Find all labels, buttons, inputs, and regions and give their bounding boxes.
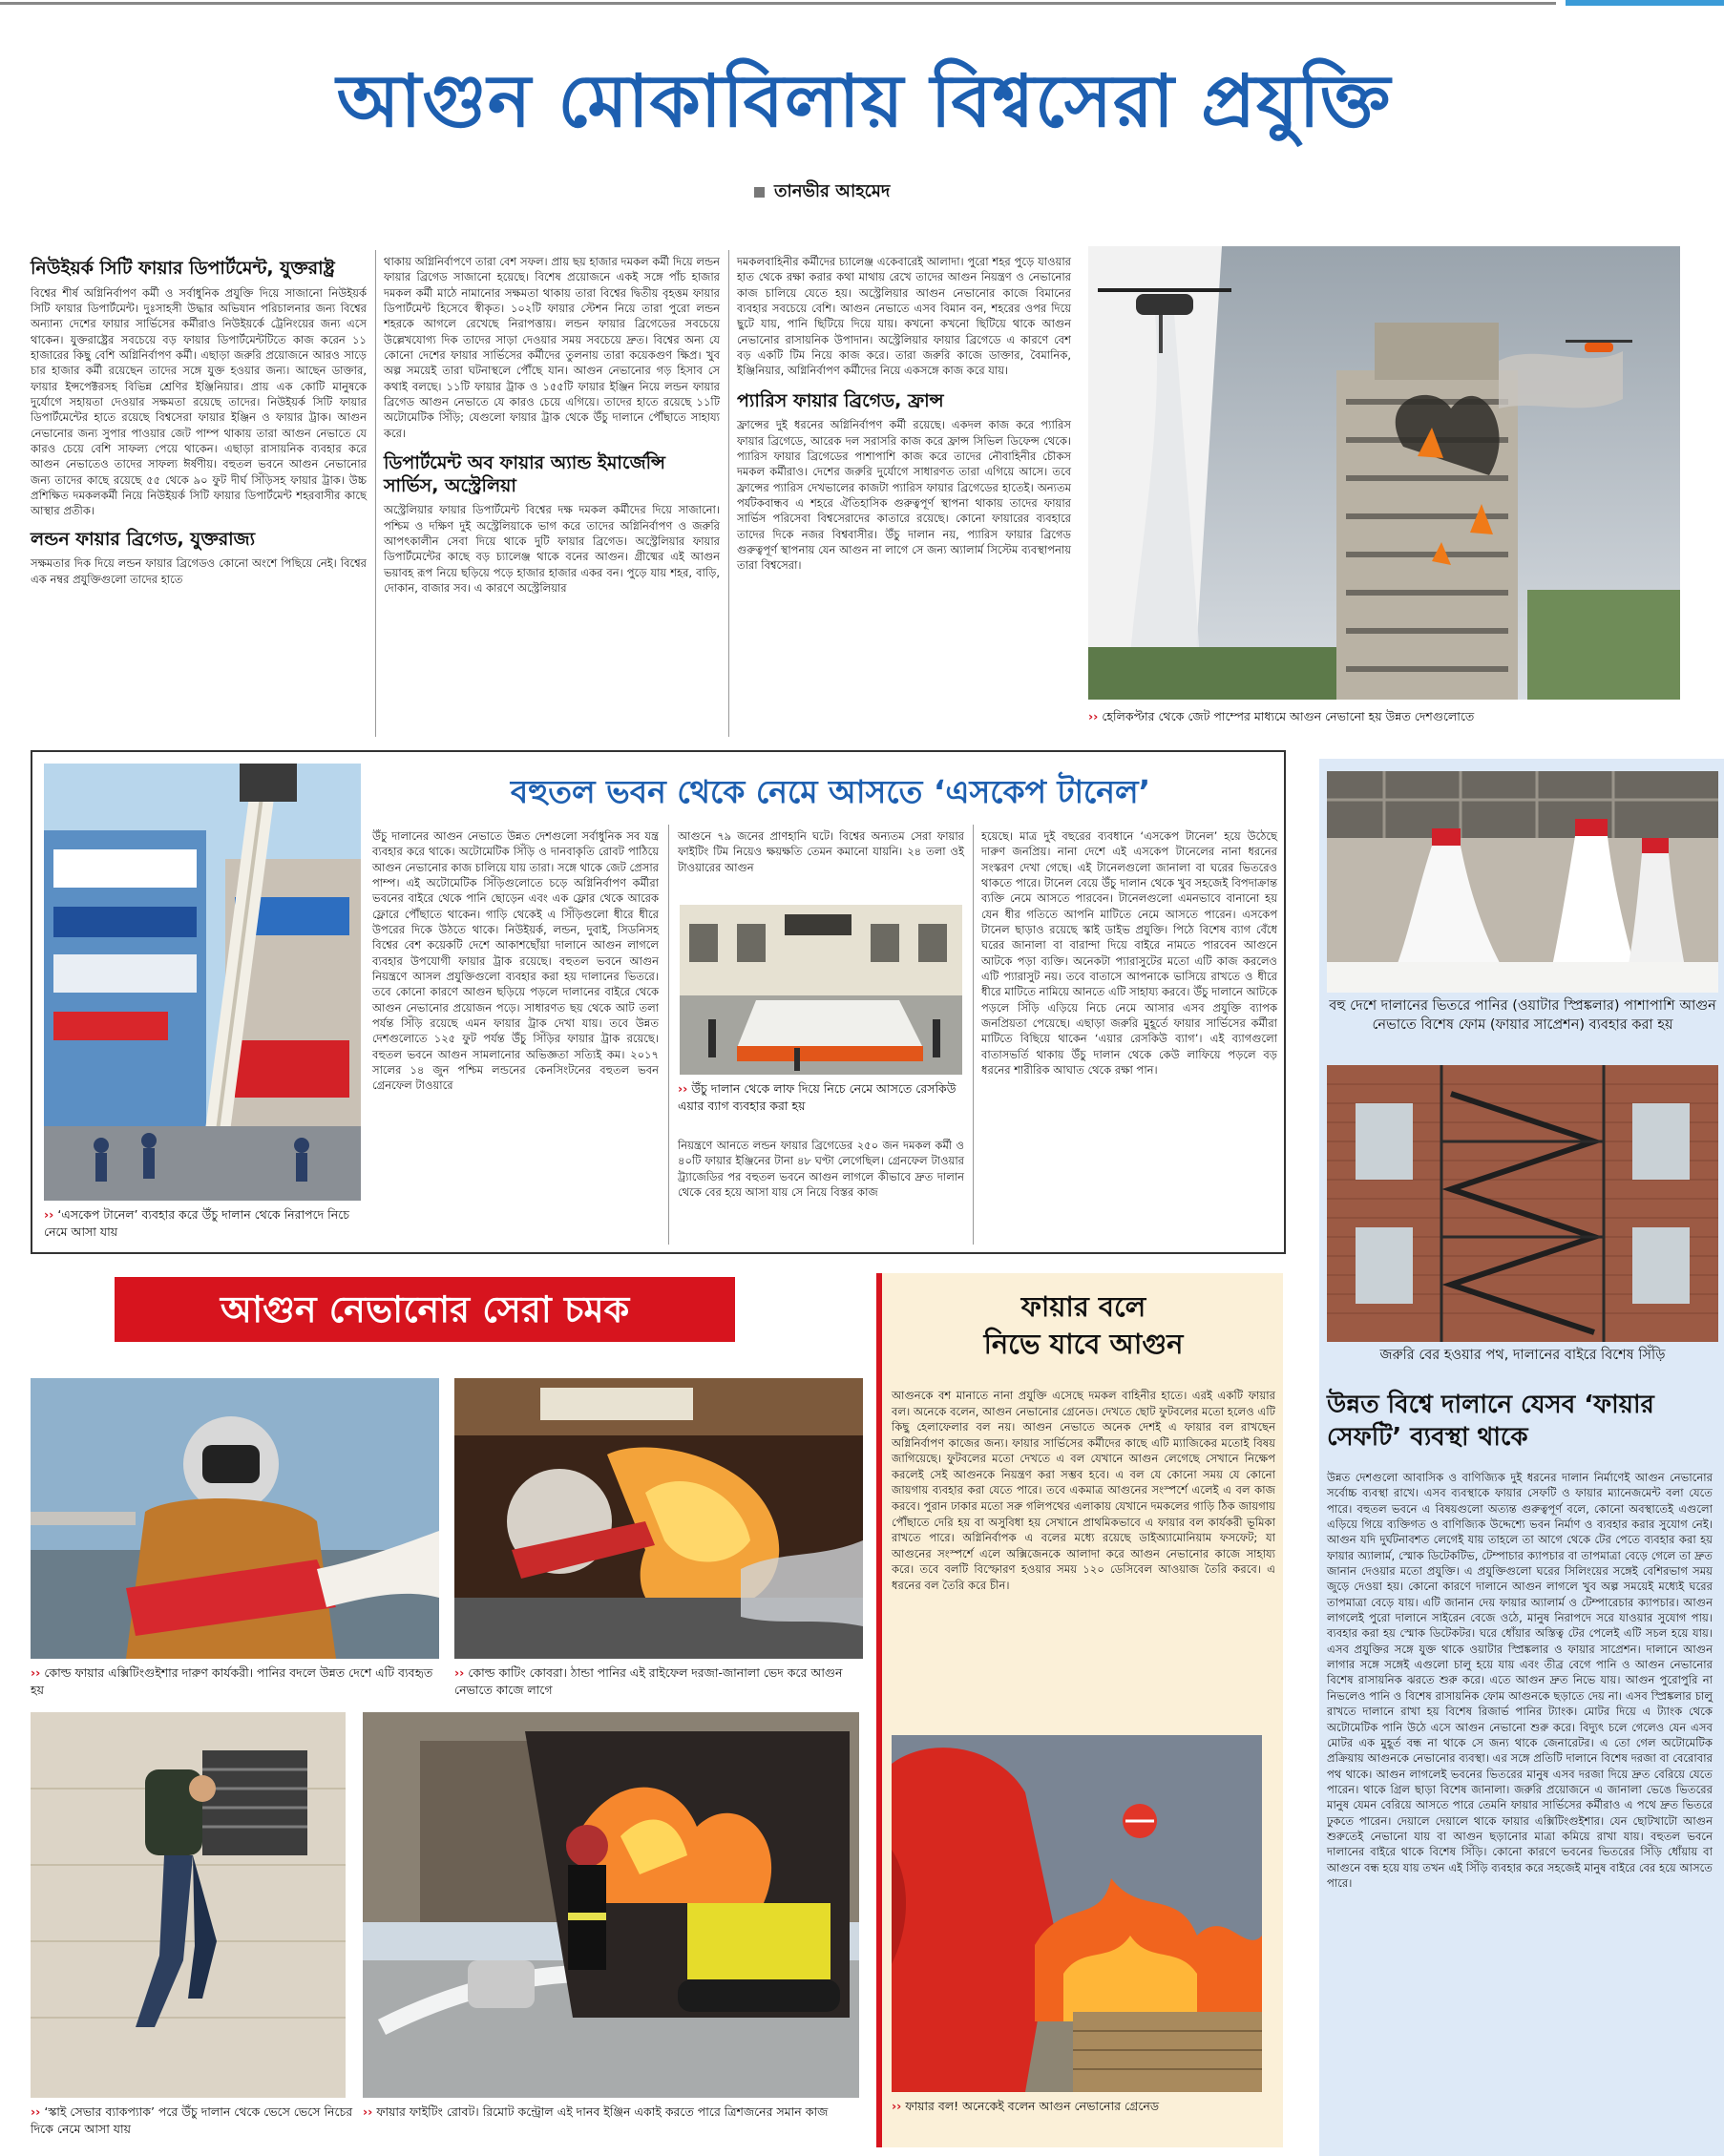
main-headline: আগুন মোকাবিলায় বিশ্বসেরা প্রযুক্তি — [336, 58, 1392, 143]
cold-fire-extinguisher-photo — [31, 1378, 439, 1659]
caption-arrow-icon: ›› — [892, 2099, 902, 2113]
fire-safety-title: উন্নত বিশ্বে দালানে যেসব ‘ফায়ার সেফটি’ ব্যবস্থা থাকে — [1327, 1391, 1654, 1452]
caption-fire-ball: ›› ফায়ার বল! অনেকেই বলেন আগুন নেভানোর গ্রেনেড — [892, 2099, 1160, 2113]
outside-stairs-photo — [1327, 1065, 1718, 1342]
caption-outside-stairs: জরুরি বের হওয়ার পথ, দালানের বাইরে বিশেষ সিঁড়ি — [1379, 1348, 1666, 1363]
fire-ball-title-line1: ফায়ার বলে — [1020, 1290, 1146, 1323]
top-rule — [0, 2, 1556, 5]
sprinkler-foam-photo — [1327, 771, 1718, 993]
fire-ball-title-line2: নিভে যাবে আগুন — [983, 1328, 1184, 1361]
fire-ball-photo — [892, 1735, 1262, 2092]
escape-tunnel-photo — [44, 764, 361, 1201]
caption-arrow-icon: ›› — [678, 1081, 688, 1096]
article-col-newyork — [31, 254, 367, 587]
caption-cold-fire: ›› কোল্ড ফায়ার এক্সিটিংগুইশার দারুণ কার্যকরী। পানির বদলে উন্নত দেশে এটি ব্যবহৃত হয় — [31, 1665, 433, 1697]
caption-sprinkler: বহু দেশে দালানের ভিতরে পানির (ওয়াটার স্প্রিঙ্কলার) পাশাপাশি আগুন নেভাতে বিশেষ ফোম (ফায়ার সাপ্রেশন) ব্যবহার করা হয় — [1329, 998, 1716, 1034]
column-divider — [973, 825, 974, 1245]
para-london-cont: থাকায় অগ্নিনির্বাপণে তারা বেশ সফল। প্রায় ছয় হাজার দমকল কর্মী দিয়ে লন্ডন ফায়ার ব্রিগেড সাজানো হয়েছে। বিশেষ প্রয়োজনে একই সঙ্গে পাঁচ হাজার দমকল কর্মী মাঠে নামানোর সক্ষমতা থাকায় তারা বিশ্বের দ্বিতীয় বৃহত্তম ফায়ার ডিপার্টমেন্ট হিসেবে স্বীকৃত। ১০২টি ফায়ার স্টেশন নিয়ে তারা পুরো লন্ডন শহরকে আগলে রেখেছে নিরাপত্তায়। লন্ডন ফায়ার ব্রিগেডের সবচেয়ে উল্লেখযোগ্য দিক তাদের সাড়া দেওয়ার সময় সবচেয়ে দ্রুত। বিশ্বের অন্য যে কোনো দেশের ফায়ার সার্ভিসের কর্মীদের তুলনায় তারা কয়েকগুণ ক্ষিপ্র। খুব অল্প সময়েই তারা ঘটনাস্থলে পৌঁছে যান। আগুন নেভানোর গড় হিসাব সে কথাই বলছে। ১১টি ফায়ার ট্রাক ও ১৫৫টি ফায়ার ইঞ্জিন নিয়ে লন্ডন ফায়ার ব্রিগেড আগুন নেভাতে যে কারও চেয়ে এগিয়ে। তাদের হাতে রয়েছে ১১টি অটোমেটিক সিঁড়ি; যেগুলো ফায়ার ট্রাক থেকে উঁচু দালানে পৌঁছাতে সাহায্য করে। — [384, 255, 720, 440]
para-escape-1: উঁচু দালানের আগুন নেভাতে উন্নত দেশগুলো সর্বাধুনিক সব যন্ত্র ব্যবহার করে থাকে। অটোমেটিক সিঁড়ি ও দানবাকৃতি রোবট পাঠিয়ে আগুন নেভানোর কাজ চালিয়ে যায় তারা। সঙ্গে থাকে জেট প্রেসার পাম্প। এই অটোমেটিক সিঁড়িগুলোতে চড়ে অগ্নিনির্বাপণ কর্মীরা ভবনের বাইরে থেকে পানি ছোড়েন এবং এক ফ্লোর থেকে আরেক ফ্লোরে পৌঁছাতে থাকেন। গাড়ি থেকেই এ সিঁড়িগুলো ধীরে ধীরে উপরের দিকে উঠতে থাকে। নিউইয়র্ক, লন্ডন, দুবাই, সিডনিসহ বিশ্বের বেশ কয়েকটি দেশে আকাশছোঁয়া দালানে আগুন লাগলে ব্যবহার উপযোগী ফায়ার ট্রাক রয়েছে। বহুতল ভবনে আগুন নিয়ন্ত্রণে আসল প্রযুক্তিগুলো ব্যবহার করা হয় দালানের ভিতরে। তবে কোনো কারণে আগুন ছড়িয়ে পড়লে দালানের বাইরে থেকে আগুন নেভানোর প্রয়োজন পড়ে। সাধারণত ছয় থেকে আট তলা পর্যন্ত সিঁড়ি রয়েছে এমন ফায়ার ট্রাক দেখা যায়। তবে উন্নত দেশগুলোতে ১২৫ ফুট পর্যন্ত উঁচু সিঁড়ির ফায়ার ট্রাক রয়েছে। বহুতল ভবনে আগুন সামলানোর অভিজ্ঞতা সত্যিই কম। ২০১৭ সালের ১৪ জুন পশ্চিম লন্ডনের কেনসিংটনের বহুতল ভবন গ্রেনফেল টাওয়ারে — [372, 829, 659, 1093]
caption-arrow-icon: ›› — [363, 2104, 373, 2119]
para-australia-cont: দমকলবাহিনীর কর্মীদের চ্যালেঞ্জ একেবারেই আলাদা। পুরো শহর পুড়ে যাওয়ার হাত থেকে রক্ষা করার কথা মাথায় রেখে তাদের আগুন নিয়ন্ত্রণ ও নেভানোর কাজ চালিয়ে যেতে হয়। অস্ট্রেলিয়ার আগুন নেভানোর কাজে বিমানের ব্যবহার সবচেয়ে বেশি। আগুন নেভাতে এসব বিমান বন, শহরের ওপর দিয়ে ছুটে যায়, পানি ছিটিয়ে দিয়ে যায়। কখনো কখনো ছিটিয়ে থাকে আগুন নেভানোর রাসায়নিক উপাদান। অস্ট্রেলিয়ার ফায়ার ব্রিগেডে এ কারণে বেশ বড় একটি টিম নিয়ে কাজ করে। তারা জরুরি কাজে ডাক্তার, বৈমানিক, ইঞ্জিনিয়ার, অগ্নিনির্বাপণ কর্মীদের নিয়ে একসঙ্গে কাজ করে যায়। — [737, 255, 1071, 378]
caption-escape-tunnel: ›› ‘এসকেপ টানেল’ ব্যবহার করে উঁচু দালান থেকে নিরাপদে নিচে নেমে আসা যায় — [44, 1207, 349, 1239]
top-accent-bar — [1566, 0, 1724, 6]
cold-cutting-cobra-photo — [454, 1378, 863, 1659]
para-newyork: বিশ্বের শীর্ষ অগ্নিনির্বাপণ কর্মী ও সর্বাধুনিক প্রযুক্তি দিয়ে সাজানো নিউইয়র্ক সিটি ফায়ার ডিপার্টমেন্ট। দুঃসাহসী উদ্ধার অভিযান পরিচালনার জন্য বিশ্বের অন্যান্য দেশের ফায়ার সার্ভিসের কর্মীরাও নিউইয়র্কে ট্রেনিংয়ের জন্য এসে থাকেন। যুক্তরাষ্ট্রের সবচেয়ে বড় ফায়ার ডিপার্টমেন্টটিতে কাজ করেন ১১ হাজারের কিছু বেশি অগ্নিনির্বাপণ কর্মী। এছাড়া জরুরি প্রয়োজনে আরও সাড়ে চার হাজার কর্মী রয়েছেন তাদের সঙ্গে যুক্ত হওয়ার জন্য। আছেন ডাক্তার, ফায়ার ইন্সপেক্টরসহ বিভিন্ন শ্রেণির ইঞ্জিনিয়ার। প্রায় এক কোটি মানুষকে দুর্যোগে সহায়তা দেওয়ার সক্ষমতা রয়েছে তাদের। নিউইয়র্ক সিটি ফায়ার ডিপার্টমেন্টের হাতে রয়েছে বিশ্বসেরা ফায়ার ইঞ্জিন ও ফায়ার ট্রাক। আগুন নেভানোর জন্য সুপার পাওয়ার জেট পাম্প থাকায় তারা আগুন নেভাতে যে কারও চেয়ে বেশি সাফল্য পেয়ে থাকেন। এছাড়া রাসায়নিক ব্যবহার করে আগুন নেভাতেও তাদের সাফল্য ঈর্ষণীয়। বহুতল ভবনে আগুন নেভানোর জন্য তাদের কাছে রয়েছে ৫৫ থেকে ৯০ ফুট দীর্ঘ সিঁড়িসহ ফায়ার ট্রাক। উচ্চ প্রশিক্ষিত দমকলকর্মী নিয়ে নিউইয়র্ক সিটি ফায়ার ডিপার্টমেন্ট শহরবাসীর কাছে আস্থার প্রতীক। — [31, 285, 367, 518]
caption-cold-cutting: ›› কোল্ড কাটিং কোবরা। ঠান্ডা পানির এই রাইফেল দরজা-জানালা ভেদ করে আগুন নেভাতে কাজে লাগে — [454, 1665, 843, 1697]
sky-saver-backpack-photo — [31, 1712, 346, 2098]
author-name: তানভীর আহমেদ — [774, 181, 891, 201]
air-rescue-bag-photo — [680, 905, 962, 1075]
escape-tunnel-title: বহুতল ভবন থেকে নেমে আসতে ‘এসকেপ টানেল’ — [510, 773, 1151, 810]
caption-helicopter: ›› হেলিকপ্টার থেকে জেট পাম্পের মাধ্যমে আগুন নেভানো হয় উন্নত দেশগুলোতে — [1088, 709, 1475, 723]
fire-fighting-robot-photo — [363, 1712, 859, 2098]
para-fire-ball: আগুনকে বশ মানাতে নানা প্রযুক্তি এসেছে দমকল বাহিনীর হাতে। এরই একটি ফায়ার বল। অনেকে বলেন, আগুন নেভানোর গ্রেনেড। দেখতে ছোট ফুটবলের মতো হলেও এটি কিছু হেলাফেলার বল নয়। আগুন নেভাতে অনেক দেশই এ ফায়ার বল রাখছেন অগ্নিনির্বাপণ কাজের জন্য। ফায়ার সার্ভিসের কর্মীদের কাছে এটি ম্যাজিকের মতোই বিষয় জাগিয়েছে। ফুটবলের মতো দেখতে এ বল যেখানে আগুন লেগেছে সেখানে নিক্ষেপ করলেই সেই আগুনকে নিয়ন্ত্রণ করা সম্ভব হবে। এ বল যে কোনো সময় যে কোনো জায়গায় ব্যবহার করা যেতে পারে। তবে একমাত্র আগুনের সংস্পর্শে এলেই এ বল কাজ করবে। পুরান ঢাকার মতো সরু গলিপথের এলাকায় যেখানে দমকলের গাড়ি ঠিক জায়গায় পৌঁছাতে দেরি হয় বা অসুবিধা হয় সেখানে প্রাথমিকভাবে এ ফায়ার বল কার্যকরী ভূমিকা রাখতে পারে। অগ্নিনির্বাপক এ বলের মধ্যে রয়েছে ডাইঅ্যামোনিয়াম ফসফেট; যা আগুনের সংস্পর্শে এলে অক্সিজেনকে আলাদা করে আগুন নেভানোর কাজে সাহায্য করে। তবে বলটি বিস্ফোরণ হওয়ার সময় ১২০ ডেসিবেল আওয়াজ তৈরি করবে। এ ধরনের বল তৈরি করে চীন। — [892, 1389, 1275, 1592]
fire-ball-title — [888, 1288, 1279, 1363]
byline-marker — [754, 187, 765, 198]
para-london-start: সক্ষমতার দিক দিয়ে লন্ডন ফায়ার ব্রিগেডও কোনো অংশে পিছিয়ে নেই। বিশ্বের এক নম্বর প্রযুক্তিগুলো তাদের হাতে — [31, 556, 367, 586]
para-australia: অস্ট্রেলিয়ার ফায়ার ডিপার্টমেন্ট বিশ্বের দক্ষ দমকল কর্মীদের দিয়ে সাজানো। পশ্চিম ও দক্ষিণ দুই অস্ট্রেলিয়াকে ভাগ করে তাদের অগ্নিনির্বাপণ ও জরুরি আপৎকালীন সেবা দিয়ে থাকে দুটি ফায়ার ব্রিগেড। অস্ট্রেলিয়ার ফায়ার ডিপার্টমেন্টের কাছে বড় চ্যালেঞ্জ থাকে বনের আগুন। গ্রীষ্মের এই আগুন ভয়াবহ রূপ নিয়ে ছড়িয়ে পড়ে হাজার হাজার একর বন। পুড়ে যায় শহর, বাড়ি, দোকান, বাজার সব। এ কারণে অস্ট্রেলিয়ার — [384, 503, 720, 596]
column-divider — [668, 825, 669, 1245]
gadgets-banner: আগুন নেভানোর সেরা চমক — [115, 1277, 735, 1342]
subhead-london: লন্ডন ফায়ার ব্রিগেড, যুক্তরাজ্য — [31, 528, 256, 550]
caption-air-bag: ›› উঁচু দালান থেকে লাফ দিয়ে নিচে নেমে আসতে রেসকিউ এয়ার ব্যাগ ব্যবহার করা হয় — [678, 1081, 957, 1113]
caption-arrow-icon: ›› — [454, 1665, 465, 1680]
subhead-australia: ডিপার্টমেন্ট অব ফায়ার অ্যান্ড ইমার্জেন্সি সার্ভিস, অস্ট্রেলিয়া — [384, 451, 665, 496]
caption-robot: ›› ফায়ার ফাইটিং রোবট। রিমোট কন্ট্রোল এই দানব ইঞ্জিন একাই করতে পারে ত্রিশজনের সমান কাজ — [363, 2104, 829, 2119]
subhead-newyork: নিউইয়র্ক সিটি ফায়ার ডিপার্টমেন্ট, যুক্তরাষ্ট্র — [31, 258, 335, 279]
column-divider — [728, 250, 729, 737]
helicopter-fire-photo — [1088, 246, 1680, 700]
para-paris: ফ্রান্সের দুই ধরনের অগ্নিনির্বাপণ কর্মী রয়েছে। একদল কাজ করে প্যারিস ফায়ার ব্রিগেডে, আরেক দল সরাসরি কাজ করে ফ্রান্স সিভিল ডিফেন্স থেকে। প্যারিস ফায়ার ব্রিগেডের পাশাপাশি কাজ করে তাদের নৌবাহিনীর চৌকস দমকল কর্মীরাও। দেশের জরুরি দুর্যোগে সাধারণত তারা এগিয়ে আসে। তবে ফ্রান্সের প্যারিস দেখভালের কাজটা প্যারিস ফায়ার ব্রিগেডের হাতেই। অন্যতম পর্যটকবান্ধব এ শহরে ঐতিহাসিক গুরুত্বপূর্ণ স্থাপনা থাকায় তাদের ফায়ার সার্ভিস পরিসেবা বিশ্বসেরাদের কাতারে রয়েছে। কোনো ফায়ারের ব্যবহারে তাদের দিকে নজর বিশ্ববাসীর। উঁচু দালান নয়, প্যারিস ফায়ার ব্রিগেড গুরুত্বপূর্ণ স্থাপনায় যেন আগুন না লাগে সে জন্য অ্যালার্ম সিস্টেম ব্যবস্থাপনায় তারা বিশ্বসেরা। — [737, 418, 1071, 573]
caption-arrow-icon: ›› — [1088, 709, 1099, 723]
caption-sky-saver: ›› ‘স্কাই সেভার ব্যাকপ্যাক’ পরে উঁচু দালান থেকে ভেসে ভেসে নিচের দিকে নেমে আসা যায় — [31, 2104, 353, 2136]
para-fire-safety: উন্নত দেশগুলো আবাসিক ও বাণিজ্যিক দুই ধরনের দালান নির্মাণেই আগুন নেভানোর সর্বোচ্চ ব্যবস্থা রাখে। এসব ব্যবস্থাকে ফায়ার সেফটি ও ফায়ার ম্যানেজমেন্ট বলা যেতে পারে। বহুতল ভবনে এ বিষয়গুলো অত্যন্ত গুরুত্বপূর্ণ বলে, কোনো অবস্থাতেই এগুলো এড়িয়ে গিয়ে ব্যক্তিগত ও বাণিজ্যিক উদ্দেশ্যে ভবন নির্মাণ ও ব্যবহার করার সুযোগ নেই। আগুন যদি দুর্ঘটনাবশত লেগেই যায় তাহলে তা আগে থেকে টের পেতে ব্যবহার করা হয় ফায়ার অ্যালার্ম, স্মোক ডিটেকটিভ, টেম্পাচার ক্যাপচার বা তাপমাত্রা বেড়ে গেলে তা দ্রুত জানান দেওয়ার মতো প্রযুক্তি। এ প্রযুক্তিগুলো ঘরের সিলিংয়ের সঙ্গেই বেশিরভাগ সময় জুড়ে দেওয়া হয়। কোনো কারণে দালানে আগুন লাগলে খুব অল্প সময়েই মধ্যেই ঘরের তাপমাত্রা বেড়ে যায়। এটি জানান দেয় ফায়ার অ্যালার্ম ও টেম্পারেচার ক্যাপচার। আগুন লাগলেই পুরো দালানে সাইরেন বেজে ওঠে, মানুষ নিরাপদে সরে যাওয়ার সুযোগ পায়। ব্যবহার করা হয় স্মোক ডিটেকটর। ঘরে ধোঁয়ার অস্তিত্ব টের পেলেই এটি সচল হয়ে যায়। এসব প্রযুক্তির সঙ্গে যুক্ত থাকে ওয়াটার স্প্রিঙ্কলার ও ফায়ার সাপ্রেশন। দালানে আগুন লাগার সঙ্গে সঙ্গেই এগুলো চালু হয়ে যায় এবং তীব্র বেগে পানি ও আগুন নেভানোর বিশেষ রাসায়নিক ঝরতে শুরু করে। এতে আগুন দ্রুত নিভে যায়। আগুন পুরোপুরি না নিভলেও পানি ও বিশেষ রাসায়নিক ফোম আগুনকে ছড়াতে দেয় না। এসব স্প্রিঙ্কলার চালু রাখতে দালানে রাখা হয় বিশেষ রিজার্ভ পানির ট্যাংক। মোটর দিয়ে এ ট্যাংক থেকে অটোমেটিক পানি উঠে এসে আগুন নেভানো শুরু করে। বিদ্যুৎ চলে গেলেও যেন এসব মোটর এক মুহূর্ত বন্ধ না থাকে সে জন্য থাকে জেনারেটর। এ তো গেল অটোমেটিক প্রক্রিয়ায় আগুনকে নেভানোর ব্যবস্থা। এর সঙ্গে প্রতিটি দালানে বিশেষ দরজা বা বেরোবার পথ থাকে। আগুন লাগলেই ভবনের ভিতরের মানুষ এসব দরজা দিয়ে দ্রুত বেরিয়ে যেতে পারেন। থাকে গ্রিল ছাড়া বিশেষ জানালা। জরুরি প্রয়োজনে এ জানালা ভেঙে ভিতরের মানুষ যেমন বেরিয়ে আসতে পারে তেমনি ফায়ার সার্ভিসের কর্মীরাও এ পথে দ্রুত ভিতরে ঢুকতে পারেন। দেয়ালে দেয়ালে থাকে ফায়ার এক্সিটিংগুইশার। যেন ছোটখাটো আগুন শুরুতেই নেভানো যায় বা আগুন ছড়ানোর মাত্রা কমিয়ে রাখা যায়। বহুতল ভবনে দালানের বাইরে থাকে বিশেষ সিঁড়ি। কোনো কারণে ভবনের ভিতরের সিঁড়ি ধোঁয়ায় বা আগুনে বন্ধ হয়ে যায় তখন এই সিঁড়ি ব্যবহার করে সহজেই মানুষ বাইরে বের হয়ে আসতে পারে। — [1327, 1471, 1713, 1890]
para-escape-3: নিয়ন্ত্রণে আনতে লন্ডন ফায়ার ব্রিগেডের ২৫০ জন দমকল কর্মী ও ৪০টি ফায়ার ইঞ্জিনের টানা ৪৮ ঘণ্টা লেগেছিল। গ্রেনফেল টাওয়ার ট্র্যাজেডির পর বহুতল ভবনে আগুন লাগলে কীভাবে দ্রুত দালান থেকে বের হয়ে আসা যায় সে নিয়ে বিস্তর কাজ — [678, 1139, 964, 1199]
article-col-london — [384, 254, 720, 596]
caption-arrow-icon: ›› — [44, 1207, 54, 1222]
column-divider — [375, 250, 376, 737]
caption-arrow-icon: ›› — [31, 1665, 41, 1680]
subhead-paris: প্যারিস ফায়ার ব্রিগেড, ফ্রান্স — [737, 389, 944, 411]
article-col-paris — [737, 254, 1071, 574]
para-escape-4: হয়েছে। মাত্র দুই বছরের ব্যবধানে ‘এসকেপ টানেল’ হয়ে উঠেছে দারুণ জনপ্রিয়। নানা দেশে এই এসকেপ টানেলের নানা ধরনের সংস্করণ দেখা গেছে। এই টানেলগুলো জানালা বা ঘরের ভিতরেও থাকতে পারে। টানেল বেয়ে উঁচু দালান থেকে খুব সহজেই বিপদাক্রান্ত ব্যক্তি নেমে আসতে পারবেন। টানেলগুলো এমনভাবে বানানো হয় যেন ধীর গতিতে আপনি মাটিতে নেমে আসতে পারেন। এসকেপ টানেল ছাড়াও রয়েছে স্কাই ডাইভ প্রযুক্তি। পিঠে বিশেষ ব্যাগ বেঁধে ঘরের জানালা বা বারান্দা দিয়ে বাইরে নামতে পারবেন আগুনে আটকে পড়া ব্যক্তি। অনেকটা প্যারাসুটের মতো এটি কাজ করলেও এটি প্যারাসুট নয়। তবে বাতাসে আপনাকে ভাসিয়ে রাখতে ও ধীরে ধীরে মাটিতে নামিয়ে আনতে এটি সাহায্য করবে। উঁচু দালানে আটকে পড়লে সিঁড়ি এড়িয়ে নিচে নেমে আসার এসব প্রযুক্তি ব্যাপক জনপ্রিয়তা পেয়েছে। এছাড়া জরুরি মুহূর্তে ফায়ার সার্ভিসের কর্মীরা মাটিতে বিছিয়ে থাকেন ‘এয়ার রেসকিউ ব্যাগ’। এই ব্যাগগুলো বাতাসভর্তি থাকায় উঁচু দালান থেকে কেউ লাফিয়ে পড়লে বড় ধরনের শারীরিক আঘাত থেকে রক্ষা পান। — [981, 829, 1277, 1077]
caption-arrow-icon: ›› — [31, 2104, 41, 2119]
byline — [754, 178, 890, 207]
para-escape-2: আগুনে ৭৯ জনের প্রাণহানি ঘটে। বিশ্বের অন্যতম সেরা ফায়ার ফাইটিং টিম নিয়েও ক্ষয়ক্ষতি তেমন কমানো যায়নি। ২৪ তলা ওই টাওয়ারের আগুন — [678, 829, 964, 874]
